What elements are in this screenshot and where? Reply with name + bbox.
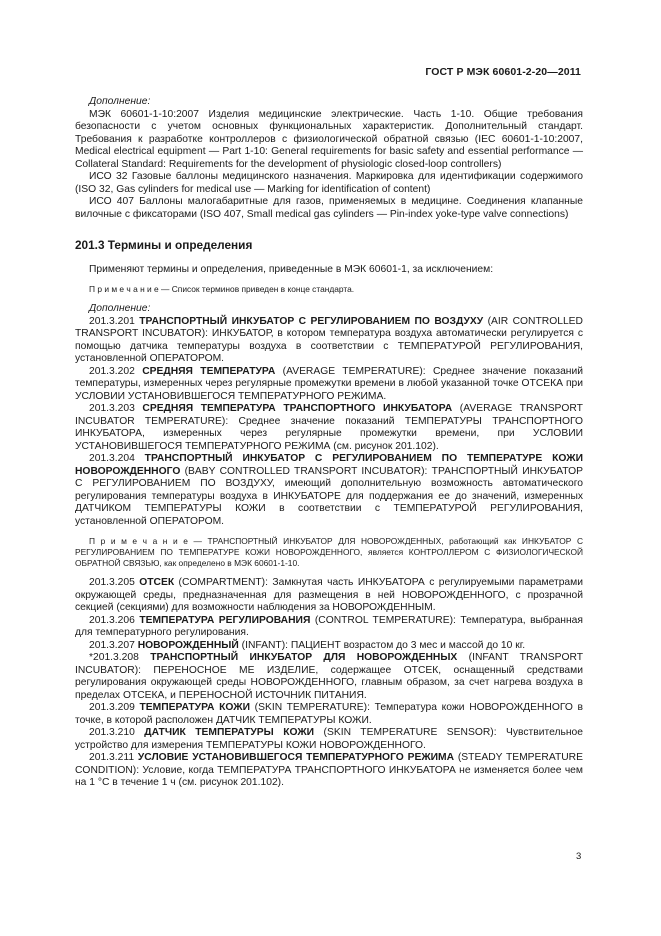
term-number: 201.3.202	[89, 365, 135, 377]
term-name: НОВОРОЖДЕННЫЙ	[137, 639, 239, 651]
reference-item: ИСО 32 Газовые баллоны медицинского назначения. Маркировка для идентификации содержимого (ISO 32, Gas cylinders for medical use — Marking for identification of content)	[75, 171, 583, 195]
term-name: СРЕДНЯЯ ТЕМПЕРАТУРА ТРАНСПОРТНОГО ИНКУБАТОРА	[142, 403, 453, 414]
document-header: ГОСТ Р МЭК 60601-2-20—2011	[425, 66, 581, 78]
reference-item: МЭК 60601-1-10:2007 Изделия медицинские электрические. Часть 1-10. Общие требования безопасности с учетом основных функциональных характеристик. Дополнительный стандарт. Требования к разработке контроллеров с физиологической обратной связью (IEC 60601-1-10:2007, Medical electrical equipment — Part 1-10: General requirements for basic safety and essential performance — Collateral Standard: Requirements for the development of physiologic closed-loop controllers)	[75, 108, 583, 170]
term-definition: (SKIN TEMPERATURE SENSOR): Чувствительное устройство для измерения ТЕМПЕРАТУРЫ КОЖИ НОВОРОЖДЕННОГО.	[75, 727, 583, 751]
note-text: ТРАНСПОРТНЫЙ ИНКУБАТОР ДЛЯ НОВОРОЖДЕННЫХ, работающий как ИНКУБАТОР С РЕГУЛИРОВАНИЕМ ПО ТЕМПЕРАТУРЕ КОЖИ НОВОРОЖДЕННОГО, является КОНТРОЛЛЕРОМ С ФИЗИОЛОГИЧЕСКОЙ ОБРАТНОЙ СВЯЗЬЮ, как определено в МЭК 60601-1-10.	[75, 536, 583, 568]
term-entry	[75, 453, 583, 528]
term-number: 201.3.207	[89, 639, 135, 651]
term-number: 201.3.206	[89, 614, 135, 626]
section-intro: Применяют термины и определения, приведенные в МЭК 60601-1, за исключением:	[89, 263, 494, 275]
term-entry	[75, 752, 583, 790]
term-entry	[75, 403, 583, 453]
term-name: ОТСЕК	[139, 577, 175, 588]
term-number: 201.3.211	[89, 752, 135, 763]
term-entry	[75, 652, 583, 702]
term-definition: (AVERAGE TEMPERATURE): Среднее значение показаний температуры, измеренных через регулярные промежутки времени в любой указанной точке ОТСЕКА при УСЛОВИИ УСТАНОВИВШЕГОСЯ ТЕМПЕРАТУРНОГО РЕЖИМА.	[75, 365, 583, 402]
term-entry	[75, 615, 583, 640]
section-heading: 201.3 Термины и определения	[75, 238, 253, 252]
note-text: Список терминов приведен в конце стандарта.	[169, 284, 355, 294]
term-number: 201.3.201	[89, 315, 135, 327]
term-definition: (STEADY TEMPERATURE CONDITION): Условие, когда ТЕМПЕРАТУРА ТРАНСПОРТНОГО ИНКУБАТОРА не изменяется более чем на 1 °С в течение 1 ч (см. рисунок 201.102).	[75, 752, 583, 788]
term-definition: (INFANT): ПАЦИЕНТ возрастом до 3 мес и массой до 10 кг.	[238, 639, 526, 651]
term-definition: (SKIN TEMPERATURE): Температура кожи НОВОРОЖДЕННОГО в точке, в которой расположен ДАТЧИК ТЕМПЕРАТУРЫ КОЖИ.	[75, 702, 583, 726]
note-label: П р и м е ч а н и е —	[89, 536, 202, 546]
term-definition: (AVERAGE TRANSPORT INCUBATOR TEMPERATURE): Среднее значение показаний ТЕМПЕРАТУРЫ ТРАНСПОРТНОГО ИНКУБАТОРА, измеренных через регулярные промежутки времени, при УСЛОВИИ УСТАНОВИВШЕГОСЯ ТЕМПЕРАТУРНОГО РЕЖИМА (см. рисунок 201.102).	[75, 403, 583, 452]
term-number: 201.3.205	[89, 577, 135, 588]
term-definition: (INFANT TRANSPORT INCUBATOR): ПЕРЕНОСНОЕ МЕ ИЗДЕЛИЕ, содержащее ОТСЕК, оснащенный средствами регулирования окружающей среды НОВОРОЖДЕННОГО, главным образом, за счет нагрева воздуха в пределах ОТСЕКА, и ПЕРЕНОСНОЙ ИСТОЧНИК ПИТАНИЯ.	[75, 652, 583, 701]
term-number: *201.3.208	[89, 652, 139, 663]
term-name: СРЕДНЯЯ ТЕМПЕРАТУРА	[142, 365, 276, 377]
term-entry	[75, 316, 583, 366]
term-definition: (CONTROL TEMPERATURE): Температура, выбранная для температурного регулирования.	[75, 614, 583, 638]
term-name: ТРАНСПОРТНЫЙ ИНКУБАТОР С РЕГУЛИРОВАНИЕМ ПО ТЕМПЕРАТУРЕ КОЖИ НОВОРОЖДЕННОГО	[75, 453, 583, 477]
term-number: 201.3.209	[89, 702, 135, 713]
term-name: УСЛОВИЕ УСТАНОВИВШЕГОСЯ ТЕМПЕРАТУРНОГО РЕЖИМА	[137, 752, 455, 763]
note-label: П р и м е ч а н и е —	[89, 284, 170, 294]
term-number: 201.3.210	[89, 727, 135, 738]
term-name: ДАТЧИК ТЕМПЕРАТУРЫ КОЖИ	[144, 727, 315, 738]
term-definition: (AIR CONTROLLED TRANSPORT INCUBATOR): ИНКУБАТОР, в котором температура воздуха автоматически регулируется с помощью датчика температуры воздуха в соответствии с ТЕМПЕРАТУРОЙ РЕГУЛИРОВАНИЯ, установленной ОПЕРАТОРОМ.	[75, 315, 583, 364]
term-definition: (COMPARTMENT): Замкнутая часть ИНКУБАТОРА с регулируемыми параметрами окружающей среды, предназначенная для размещения в ней НОВОРОЖДЕННОГО, с прозрачной секцией (секциями) для возможности наблюдения за НОВОРОЖДЕННЫМ.	[75, 577, 583, 613]
term-number: 201.3.203	[89, 403, 135, 414]
page-content	[75, 96, 583, 790]
term-name: ТЕМПЕРАТУРА РЕГУЛИРОВАНИЯ	[139, 614, 311, 626]
term-definition: (BABY CONTROLLED TRANSPORT INCUBATOR): ТРАНСПОРТНЫЙ ИНКУБАТОР С РЕГУЛИРОВАНИЕМ ПО ВОЗДУХУ, имеющий дополнительную возможность автоматического регулирования температуры воздуха в ИНКУБАТОРЕ для поддержания ее до значений, измеренных ДАТЧИКОМ ТЕМПЕРАТУРЫ КОЖИ в соответствии с ТЕМПЕРАТУРОЙ РЕГУЛИРОВАНИЯ, установленной ОПЕРАТОРОМ.	[75, 465, 583, 527]
term-entry	[75, 366, 583, 404]
note	[75, 284, 583, 295]
page-number: 3	[576, 851, 582, 862]
term-number: 201.3.204	[89, 453, 135, 464]
addition-label: Дополнение:	[89, 96, 151, 107]
term-name: ТРАНСПОРТНЫЙ ИНКУБАТОР С РЕГУЛИРОВАНИЕМ ПО ВОЗДУХУ	[139, 315, 484, 327]
reference-item: ИСО 407 Баллоны малогабаритные для газов, применяемых в медицине. Соединения клапанные вилочные с фиксаторами (ISO 407, Small medical gas cylinders — Pin-index yoke-type valve connections)	[75, 196, 583, 220]
term-name: ТРАНСПОРТНЫЙ ИНКУБАТОР ДЛЯ НОВОРОЖДЕННЫХ	[150, 652, 458, 663]
note	[75, 536, 583, 569]
term-entry	[75, 727, 583, 752]
term-entry	[75, 702, 583, 727]
term-entry	[75, 640, 583, 653]
term-entry	[75, 577, 583, 615]
addition-label: Дополнение:	[89, 303, 151, 314]
term-name: ТЕМПЕРАТУРА КОЖИ	[139, 702, 251, 713]
